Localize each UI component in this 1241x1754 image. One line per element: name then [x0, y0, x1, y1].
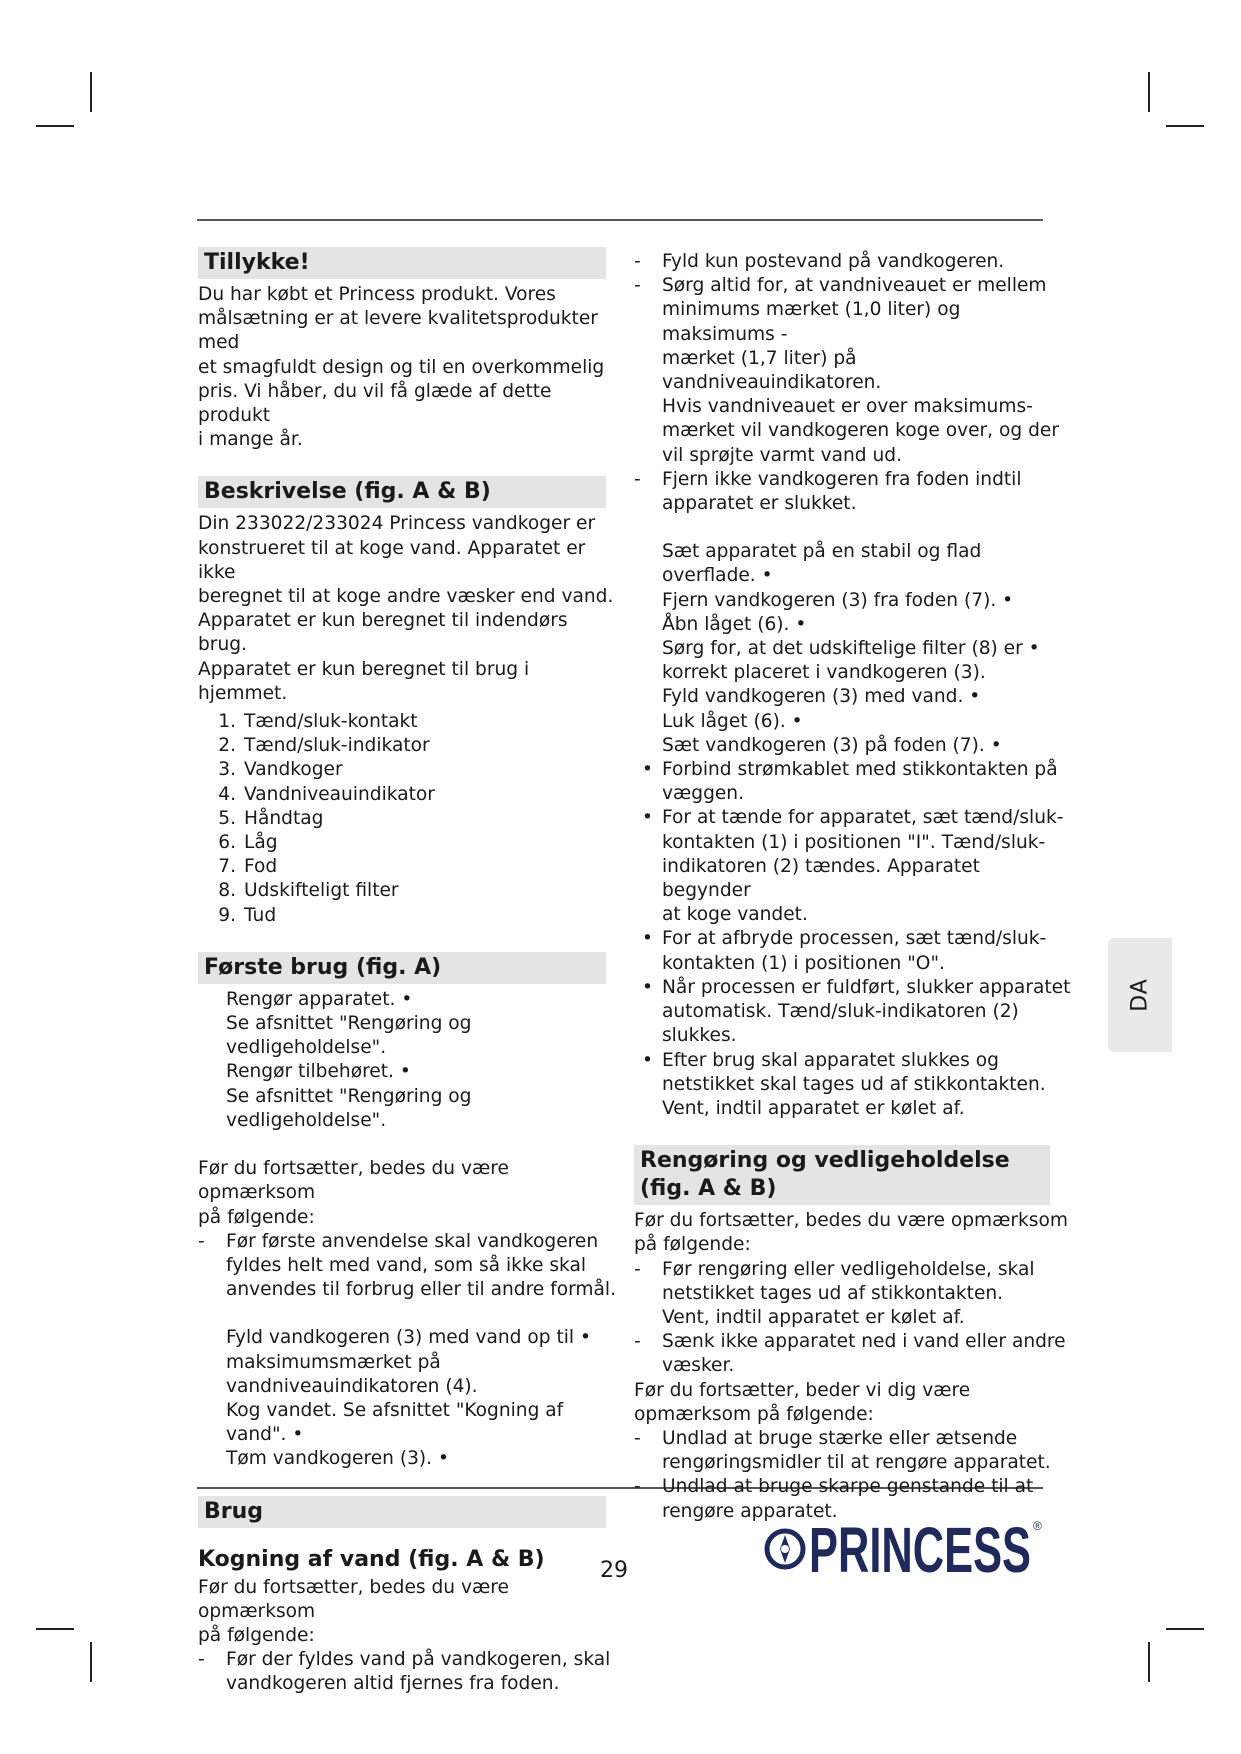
dash-item: - Undlad at bruge stærke eller ætsende rengøringsmidler til at rengøre apparatet. [634, 1427, 1074, 1475]
bullet-item: • Når processen er fuldført, slukker apparatet automatisk. Tænd/sluk-indikatoren (2) slukkes. [634, 976, 1074, 1049]
dash-item: - Sænk ikke apparatet ned i vand eller andre væsker. [634, 1330, 1074, 1378]
crop-mark [1148, 72, 1150, 112]
top-rule [197, 219, 1043, 221]
text-line: konstrueret til at koge vand. Apparatet er ikke [198, 537, 586, 583]
step-line: Sæt apparatet på en stabil og flad overflade. • [662, 541, 982, 587]
step-line: Fyld vandkogeren (3) med vand op til • [226, 1327, 591, 1349]
registered-mark: ® [1033, 1519, 1042, 1533]
left-column [198, 247, 618, 1697]
crop-mark [1166, 125, 1204, 127]
list-item: 7. Fod [218, 856, 278, 878]
list-item: 4. Vandniveauindikator [218, 783, 435, 805]
dash-item: - Undlad at bruge skarpe genstande til at rengøre apparatet. [634, 1475, 1074, 1523]
step-line: vandniveauindikatoren (4). [226, 1375, 478, 1397]
section-heading-cleaning: Rengøring og vedligeholdelse (fig. A & B) [634, 1145, 1050, 1205]
parts-list [198, 710, 618, 928]
step-line: Tøm vandkogeren (3). • [226, 1448, 449, 1470]
step-line: Rengør tilbehøret. • [226, 1061, 411, 1083]
first-use-steps-2 [198, 1326, 618, 1471]
text-line: Apparatet er kun beregnet til indendørs brug. [198, 610, 568, 656]
list-item: 5. Håndtag [218, 807, 324, 829]
step-line: Åbn låget (6). • [662, 613, 807, 635]
section-heading-congrats: Tillykke! [198, 247, 606, 279]
list-item: 3. Vandkoger [218, 759, 343, 781]
congrats-text [198, 283, 618, 452]
step-line: Se afsnittet "Rengøring og vedligeholdelse". [226, 1085, 472, 1131]
step-line: Fyld vandkogeren (3) med vand. • [662, 686, 981, 708]
step-line: Kog vandet. Se afsnittet "Kogning af vand". • [226, 1399, 564, 1446]
text-line: pris. Vi håber, du vil få glæde af dette produkt [198, 380, 552, 427]
page-number: 29 [600, 1558, 628, 1583]
dash-item: - Fyld kun postevand på vandkogeren. [634, 250, 1074, 274]
description-text [198, 512, 618, 706]
dash-item: - Fjern ikke vandkogeren fra foden indtil apparatet er slukket. [634, 468, 1074, 516]
section-heading-description: Beskrivelse (fig. A & B) [198, 476, 606, 508]
logo-wordmark: PRINCESS [809, 1514, 1031, 1586]
dash-item: - Før der fyldes vand på vandkogeren, skal vandkogeren altid fjernes fra foden. [198, 1648, 618, 1696]
text-line: Før du fortsætter, bedes du være opmærksom [634, 1210, 1068, 1232]
list-item: 8. Udskifteligt filter [218, 880, 399, 902]
step-line: Fjern vandkogeren (3) fra foden (7). • [662, 589, 1014, 611]
text-line: på følgende: [198, 1624, 315, 1646]
bullet-item: • Forbind strømkablet med stikkontakten på væggen. [634, 758, 1074, 806]
crop-mark [1148, 1642, 1150, 1682]
step-line: Sæt vandkogeren (3) på foden (7). • [662, 734, 1002, 756]
language-tab [1108, 938, 1172, 1052]
text-line: på følgende: [198, 1206, 315, 1228]
text-line: opmærksom på følgende: [634, 1403, 874, 1425]
text-line: på følgende: [634, 1234, 751, 1256]
step-line: Luk låget (6). • [662, 710, 803, 732]
dash-item: - Før første anvendelse skal vandkogeren fyldes helt med vand, som så ikke skal anvendes til forbrug eller til andre formål. [198, 1230, 618, 1303]
text-line: Apparatet er kun beregnet til brug i hjemmet. [198, 658, 530, 704]
text-line: Før du fortsætter, bedes du være opmærksom [198, 1576, 509, 1622]
princess-logo [763, 1510, 1048, 1588]
step-line: korrekt placeret i vandkogeren (3). [662, 662, 986, 684]
step-line: maksimumsmærket på [226, 1351, 441, 1373]
section-heading-boiling: Kogning af vand (fig. A & B) [198, 1546, 545, 1572]
list-item: 1. Tænd/sluk-kontakt [218, 711, 418, 733]
step-line: Sørg for, at det udskiftelige filter (8) er • [662, 638, 1040, 660]
language-tab-label: DA [1127, 978, 1153, 1012]
right-column [634, 250, 1074, 1524]
list-item: 9. Tud [218, 904, 277, 926]
use-steps [634, 540, 1074, 758]
crop-mark [90, 1642, 92, 1682]
step-line: Se afsnittet "Rengøring og vedligeholdelse". [226, 1013, 472, 1059]
text-line: målsætning er at levere kvalitetsprodukter med [198, 308, 598, 354]
crop-mark [36, 1628, 74, 1630]
bullet-item: • Efter brug skal apparatet slukkes og netstikket skal tages ud af stikkontakten. Vent, indtil apparatet er kølet af. [634, 1049, 1074, 1122]
bullet-item: • For at afbryde processen, sæt tænd/sluk- kontakten (1) i positionen "O". [634, 927, 1074, 975]
crop-mark [36, 125, 74, 127]
text-line: i mange år. [198, 429, 303, 451]
crown-emblem-icon [767, 1531, 803, 1567]
bullet-item: • For at tænde for apparatet, sæt tænd/sluk- kontakten (1) i positionen "I". Tænd/sluk- indikatoren (2) tændes. Apparatet begynder at koge vandet. [634, 806, 1074, 927]
dash-item: - Før rengøring eller vedligeholdelse, skal netstikket tages ud af stikkontakten. Vent, indtil apparatet er kølet af. [634, 1258, 1074, 1331]
text-line: Før du fortsætter, bedes du være opmærksom [198, 1158, 509, 1204]
list-item: 2. Tænd/sluk-indikator [218, 735, 430, 757]
crop-mark [90, 72, 92, 112]
text-line: Før du fortsætter, beder vi dig være [634, 1379, 971, 1401]
text-line: beregnet til at koge andre væsker end vand. [198, 586, 614, 608]
first-use-steps [198, 988, 618, 1133]
section-heading-first-use: Første brug (fig. A) [198, 952, 606, 984]
crop-mark [1166, 1628, 1204, 1630]
text-line: et smagfuldt design og til en overkommelig [198, 356, 605, 378]
step-line: Rengør apparatet. • [226, 988, 413, 1010]
list-item: 6. Låg [218, 832, 278, 854]
dash-item: - Sørg altid for, at vandniveauet er mellem minimums mærket (1,0 liter) og maksimums - mærket (1,7 liter) på vandniveauindikatoren. Hvis vandniveauet er over maksimums- mærket vil vandkogeren koge over, og der vil sprøjte varmt vand ud. [634, 274, 1074, 468]
text-line: Du har købt et Princess produkt. Vores [198, 284, 556, 305]
text-line: Din 233022/233024 Princess vandkoger er [198, 513, 596, 535]
section-heading-use: Brug [198, 1496, 606, 1528]
